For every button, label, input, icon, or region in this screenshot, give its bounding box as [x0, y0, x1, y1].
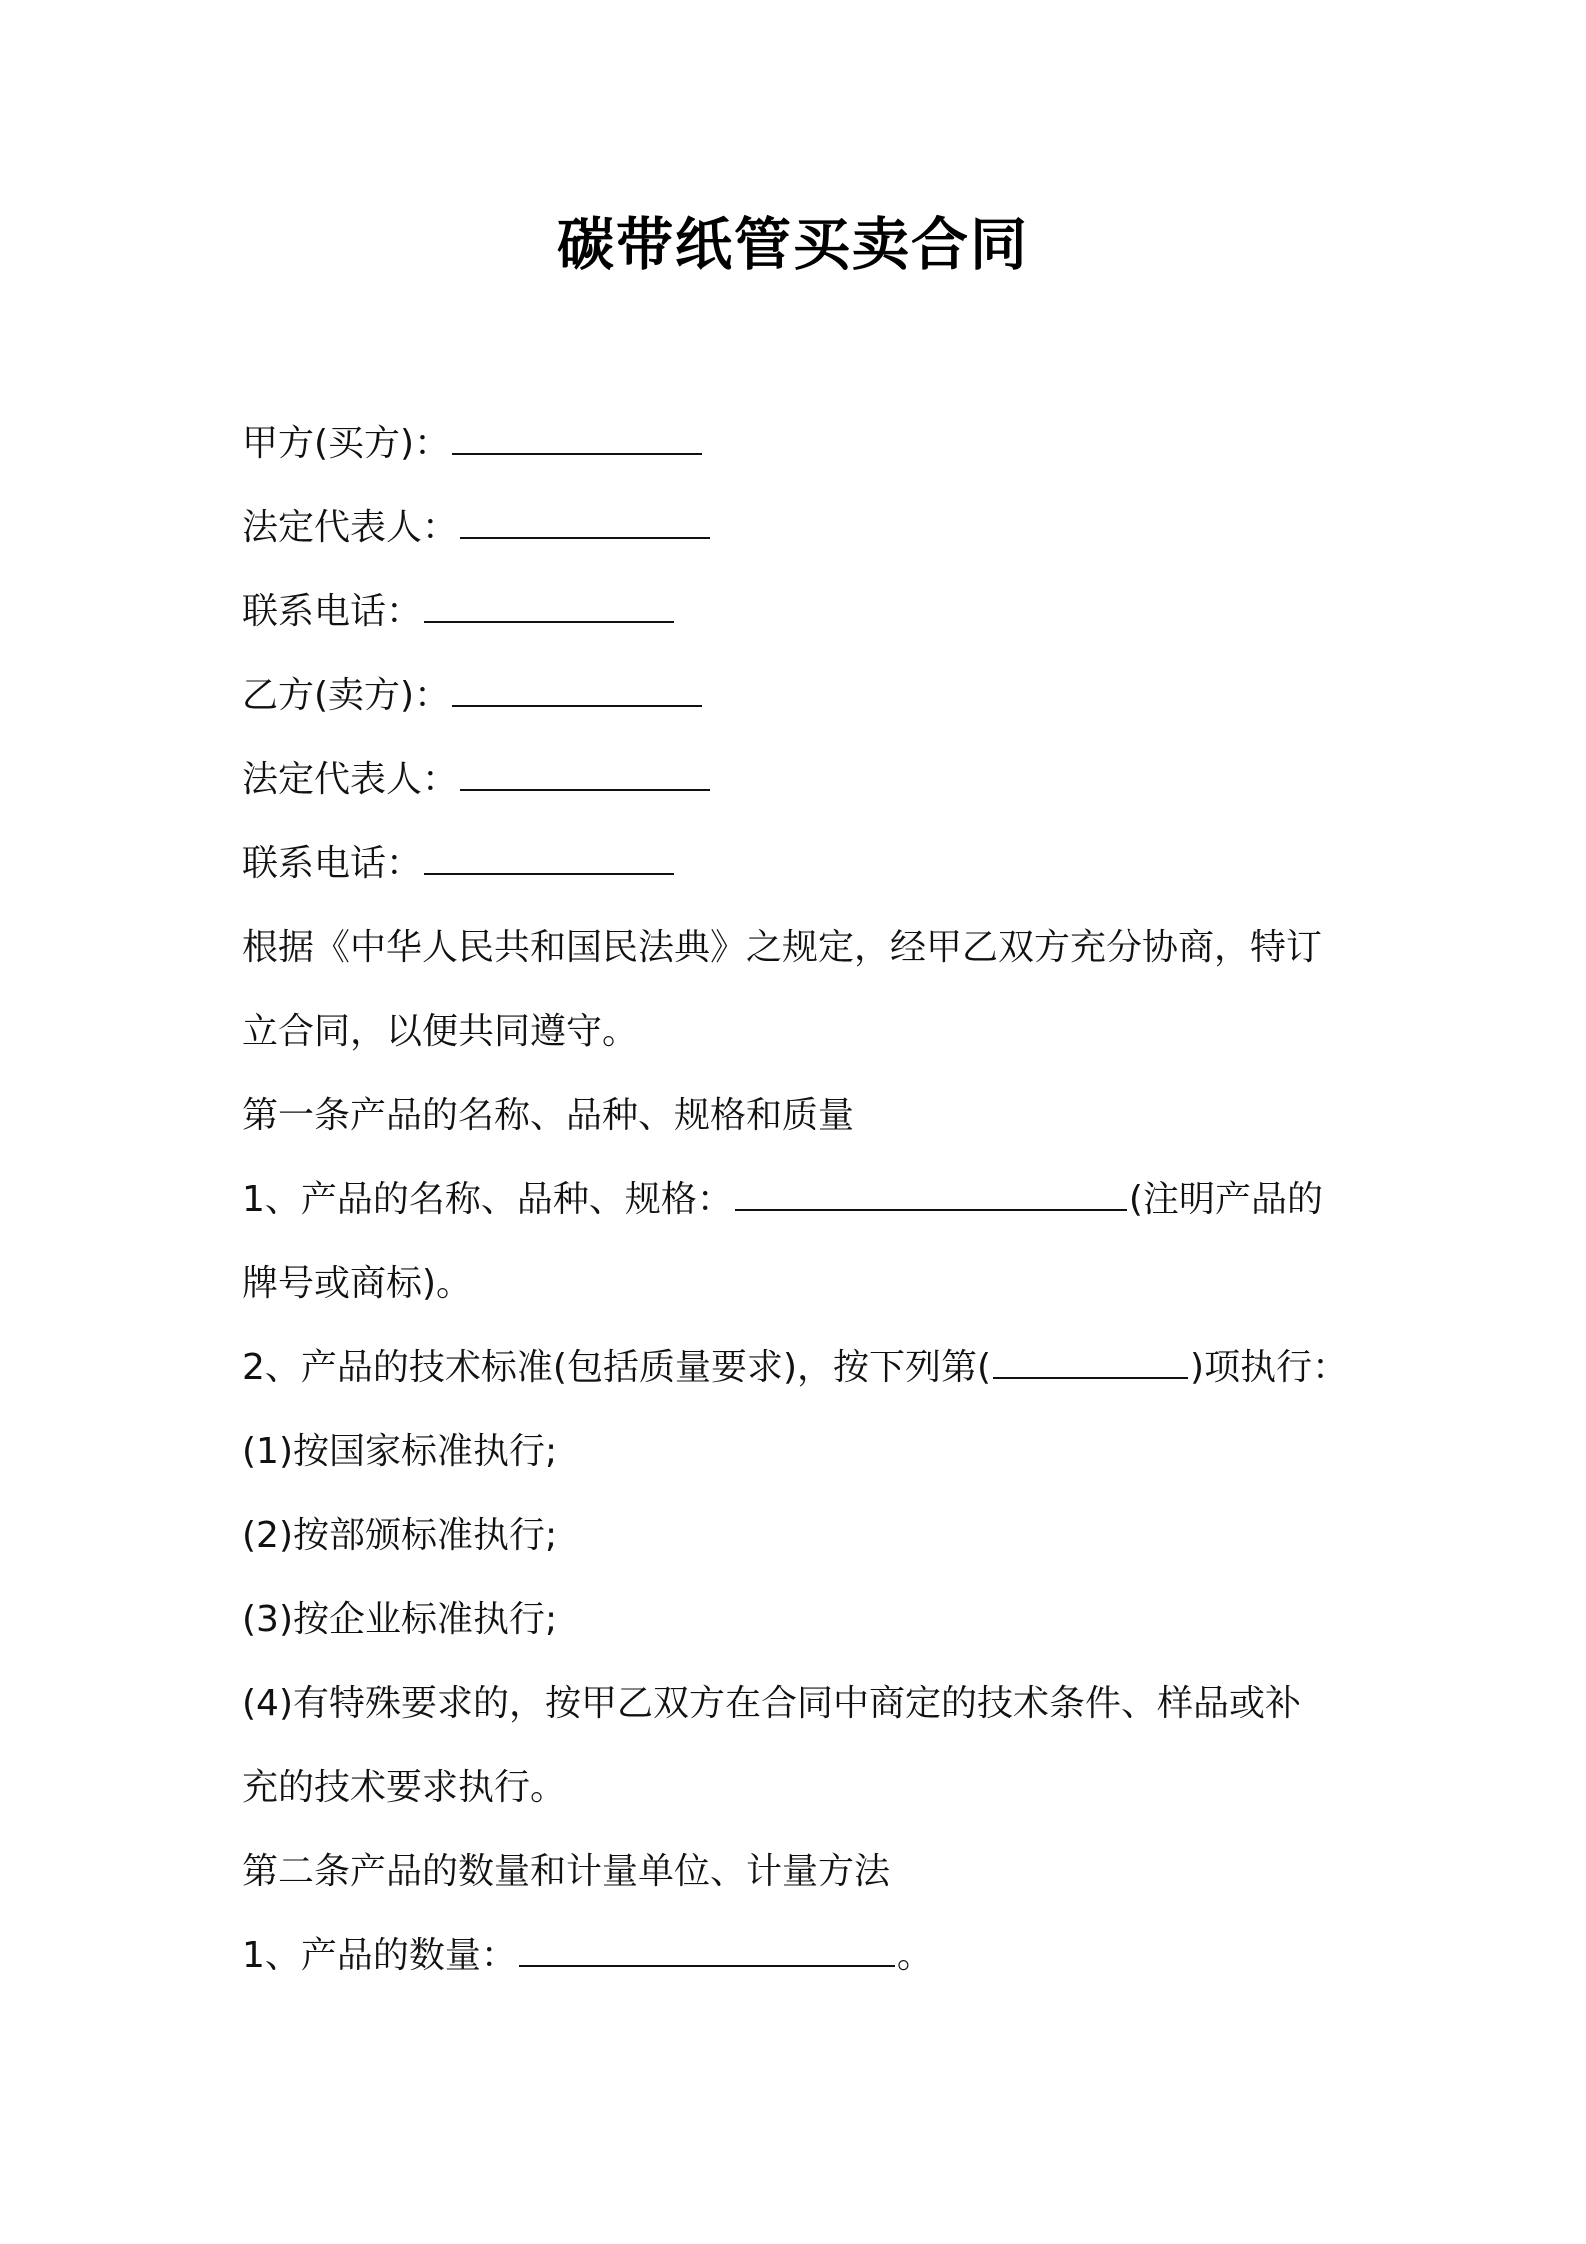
option-4-line-2: 充的技术要求执行。 — [242, 1767, 567, 1808]
party-b-label: 乙方(卖方)： — [242, 675, 451, 716]
item-1-1-suffix: (注明产品的 — [1128, 1179, 1323, 1220]
item-2-1-suffix: 。 — [896, 1935, 933, 1976]
party-b-phone-line — [242, 822, 1362, 906]
item-1-2-suffix: )项执行： — [1190, 1347, 1349, 1388]
document-title: 碳带纸管买卖合同 — [557, 212, 1029, 278]
product-name-blank[interactable] — [735, 1179, 1127, 1211]
party-b-rep-label: 法定代表人： — [242, 759, 459, 800]
option-3: (3)按企业标准执行; — [242, 1599, 558, 1640]
preamble-line-1: 根据《中华人民共和国民法典》之规定，经甲乙双方充分协商，特订 — [242, 927, 1323, 968]
option-1: (1)按国家标准执行; — [242, 1431, 558, 1472]
party-a-rep-blank[interactable] — [460, 507, 710, 539]
party-b-blank[interactable] — [452, 675, 702, 707]
party-a-line — [242, 402, 1362, 486]
party-b-rep-blank[interactable] — [460, 759, 710, 791]
item-1-1-prefix: 1、产品的名称、品种、规格： — [242, 1179, 733, 1220]
party-a-rep-label: 法定代表人： — [242, 507, 459, 548]
party-b-line — [242, 654, 1362, 738]
item-1-1-line-2: 牌号或商标)。 — [242, 1263, 473, 1304]
article-2-heading: 第二条产品的数量和计量单位、计量方法 — [242, 1851, 891, 1892]
option-4-line-1: (4)有特殊要求的，按甲乙双方在合同中商定的技术条件、样品或补 — [242, 1683, 1301, 1724]
item-1-2-line — [242, 1326, 1362, 1410]
party-a-phone-label: 联系电话： — [242, 591, 423, 632]
article-1-heading: 第一条产品的名称、品种、规格和质量 — [242, 1095, 855, 1136]
item-1-1-line — [242, 1158, 1362, 1242]
standard-option-blank[interactable] — [993, 1347, 1188, 1379]
option-2: (2)按部颁标准执行; — [242, 1515, 558, 1556]
party-a-rep-line — [242, 486, 1362, 570]
item-2-1-line — [242, 1914, 1362, 1998]
item-2-1-prefix: 1、产品的数量： — [242, 1935, 517, 1976]
preamble-line-2: 立合同，以便共同遵守。 — [242, 1011, 639, 1052]
item-1-2-prefix: 2、产品的技术标准(包括质量要求)，按下列第( — [242, 1347, 992, 1388]
party-a-blank[interactable] — [452, 423, 702, 455]
party-a-phone-line — [242, 570, 1362, 654]
party-a-label: 甲方(买方)： — [242, 423, 451, 464]
party-b-rep-line — [242, 738, 1362, 822]
party-a-phone-blank[interactable] — [424, 591, 674, 623]
party-b-phone-blank[interactable] — [424, 843, 674, 875]
party-b-phone-label: 联系电话： — [242, 843, 423, 884]
quantity-blank[interactable] — [519, 1935, 895, 1967]
contract-body — [242, 402, 1362, 1998]
